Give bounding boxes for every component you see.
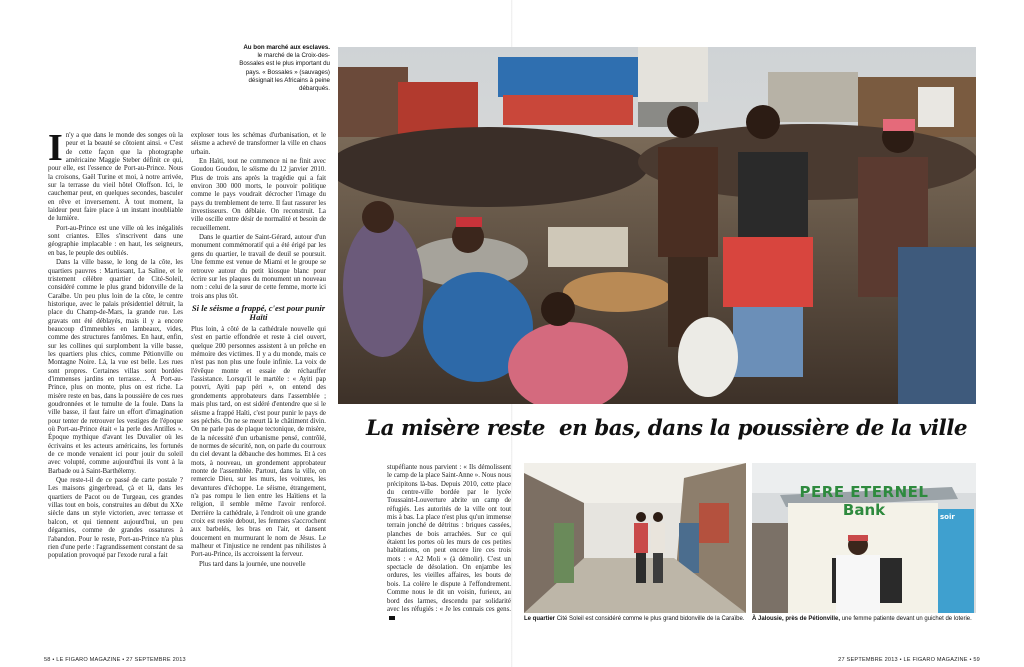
headline-part-1: La misère reste: [366, 416, 545, 441]
folio-left: 58 • LE FIGARO MAGAZINE • 27 SEPTEMBRE 2013: [44, 657, 186, 663]
top-caption-text: le marché de la Croix-des-Bossales est le plus important du pays. « Bossales » (sauvages) désignait les Africains à peine débarqués.: [239, 52, 330, 93]
article-column-2: [191, 132, 326, 570]
article-paragraph: Plus tard dans la journée, une nouvelle: [199, 560, 306, 568]
lottery-caption-bold: À Jalousie, près de Pétionville,: [752, 616, 841, 622]
article-column-3: [387, 464, 511, 624]
article-paragraph: stupéfiante nous parvient : « Ils démolissent le camp de la place Saint-Anne ». Nous nous précipitons là-bas. Depuis 2010, cette place du centre-ville bordée par le lycée Toussaint-Louverture abrite un camp de réfugiés. Les autorités de la ville ont tout mis à bas. La place n'est plus qu'un immense terrain jonché de détritus : briques cassées, planches de bois arrachées. Sur ce qui étaient les portes où les murs de ces petites habitations, on peut encore lire ces trois mots : « A2 Moli » (à démolir). C'est un spectacle de désolation. On enjambe les ordures, les vieilles affaires, les bouts de bois. La colère le dispute à l'effondrement. Comme nous le dit un voisin, furieux, au bord des larmes, descendu par solidarité avec les réfugiés : « Je les connais ces gens.: [387, 464, 511, 623]
article-end-mark: [389, 616, 395, 620]
street-caption-text: Cité Soleil est considéré comme le plus grand bidonville de la Caraïbe.: [556, 616, 745, 622]
sign-bank: Bank: [842, 501, 886, 519]
street-photo: [524, 463, 746, 613]
sign-soir-label: soir: [940, 513, 955, 521]
top-photo-caption: [238, 44, 330, 93]
cite-soleil-street-image: [524, 463, 746, 613]
article-headline: [366, 416, 968, 442]
top-caption-title: Au bon marché aux esclaves.: [243, 44, 330, 51]
lottery-photo: [752, 463, 976, 613]
article-paragraph: Dans la ville basse, le long de la côte, les quartiers pauvres : Martissant, La Saline, et le tristement célèbre quartier de Cité-Soleil, considéré comme le plus grand bidonville de la Caraïbe. Un peu plus loin de la côte, le centre historique, avec le palais présidentiel détruit, la place du Champ-de-Mars, la grande rue. Les gravats ont été déblayés, mais il y a encore beaucoup d'immeubles en lambeaux, vides, comme des structures fantômes. En haut, enfin, sur les collines qui surplombent la ville basse, les quartiers plus chics, comme Pétionville ou Montagne Noire. Là, la vue est belle. Les rues sont propres. Certaines villas sont bordées d'immenses jardins en terrasse… À Port-au-Prince, plus on monte, plus on est riche. La misère reste en bas, dans la poussière de ces rues goudronnées et le tumulte de la foule. Dans la ville basse, il faut faire un effort d'imagination pour tenter de retrouver les vestiges de l'époque où Port-au-Prince était « la perle des Antilles ». Époque mythique d'avant les Duvalier où les écrivains et les acteurs américains, les fortunés de ce monde venaient ici pour jouir du soleil avec volupté, comme aujourd'hui ils vont à la Barbade ou à Saint-Barthélemy.: [48, 259, 183, 475]
folio-right: 27 SEPTEMBRE 2013 • LE FIGARO MAGAZINE • 59: [838, 657, 980, 663]
article-column-1: [48, 127, 183, 562]
street-photo-caption: [524, 616, 746, 623]
article-subhead: Si le séisme a frappé, c'est pour punir Haïti: [191, 302, 326, 323]
lottery-sign: [792, 483, 936, 519]
article-paragraph: Que reste-t-il de ce passé de carte postale ? Les maisons gingerbread, çà et là, dans les quartiers de Pacot ou de Turgeau, ces grandes villas tout en bois, construites au début du XXe siècle dans un style victorien, avec terrasse et balcon, et qui tiennent aujourd'hui, un peu dégarnies, comme de grandes ossatures à l'abandon. Pour le reste, Port-au-Prince n'a plus rien d'une perle : l'agrandissement constant de sa population provoqué par l'exode rural a fait: [48, 477, 183, 560]
article-paragraph: In'y a que dans le monde des songes où la peur et la beauté se côtoient ainsi. « C'est de cette façon que la photographe américaine Maggie Steber définit ce qui, pour elle, est l'essence de Port-au-Prince. Nous la croisons, Gaël Turine et moi, à notre arrivée, sur la terrasse du vieil hôtel Oloffson. Ici, le cauchemar peut, en quelques secondes, basculer en rêve et inversement. À tout moment, la laideur peut faire place à un instant inoubliable de lumière.: [48, 127, 183, 223]
sign-title: PERE ETERNEL: [799, 483, 929, 501]
street-caption-bold: Le quartier: [524, 616, 556, 622]
drop-cap: I: [48, 127, 63, 169]
article-paragraph: Dans le quartier de Saint-Gérard, autour d'un monument commémoratif qui a été érigé par les gens du quartier, le travail de deuil se poursuit. Une femme est venue de Miami et le groupe se retrouve autour du petit kiosque blanc pour écrire sur les plaques du monument un nouveau nom : celui de la sœur de cette femme, morte ici trois ans plus tôt.: [191, 234, 326, 300]
article-paragraph: Port-au-Prince est une ville où les inégalités sont criantes. Elles s'inscrivent dans une géographie implacable : en haut, les seigneurs, en bas, le peuple des oubliés.: [48, 224, 183, 257]
article-paragraph: Plus loin, à côté de la cathédrale nouvelle qui s'est en partie effondrée et reste à ciel ouvert, quelque 200 personnes assistent à un prêche en mémoire des victimes. Il y a du monde, mais ce n'est pas non plus une foule infinie. La voix de l'évêque monte et essaie de réchauffer l'assistance. Lorsqu'il le martèle : « Ayiti pap pouvri, Ayiti pap péri », on entend des grondements approbateurs dans l'assemblée ; mais plus tard, on est sidéré d'entendre que si le séisme a frappé Haïti, c'est pour punir le pays de ses péchés. On ne se meurt là le châtiment divin. On ne parle pas de plaque tectonique, de misère, de la nécessité d'un urbanisme pensé, contrôlé, de normes de sécurité, non, on parle du courroux du ciel devant la débauche des hommes. Et à ces mots, à nouveau, un grondement approbateur monte de l'assemblée. Partout, dans la ville, on remercie Dieu, sur les murs, les voitures, les devantures d'échoppe. Le séisme, étrangement, n'a pas rompu le lien entre les Haïtiens et la religion, il semble même l'avoir renforcé. Derrière la cathédrale, à l'endroit où une grande croix est restée debout, les femmes s'accrochent aux barbelés, les bras en l'air, et dansent doucement en murmurant le nom de Jésus. Le malheur et l'injustice ne rendent pas nihilistes à Port-au-Prince, ils accroissent la ferveur.: [191, 326, 326, 559]
article-paragraph: exploser tous les schémas d'urbanisation, et le séisme a achevé de transformer la ville en chaos urbain.: [191, 132, 326, 156]
lottery-photo-caption: [752, 616, 976, 623]
lottery-caption-text: une femme patiente devant un guichet de loterie.: [841, 616, 972, 622]
market-photo: [338, 47, 976, 404]
headline-part-2: en bas, dans la poussière de la ville: [558, 416, 968, 441]
article-paragraph: En Haïti, tout ne commence ni ne finit avec Goudou Goudou, le séisme du 12 janvier 2010. Plus de trois ans après la tragédie qui a fait environ 300 000 morts, le pouvoir politique comme le pays voudrait décrocher l'image du pays du tremblement de terre. Il faut rassurer les investisseurs. On déblaie. On reconstruit. La ville oscille entre désir de normalité et besoin de recueillement.: [191, 158, 326, 232]
market-scene-image: [338, 47, 976, 404]
